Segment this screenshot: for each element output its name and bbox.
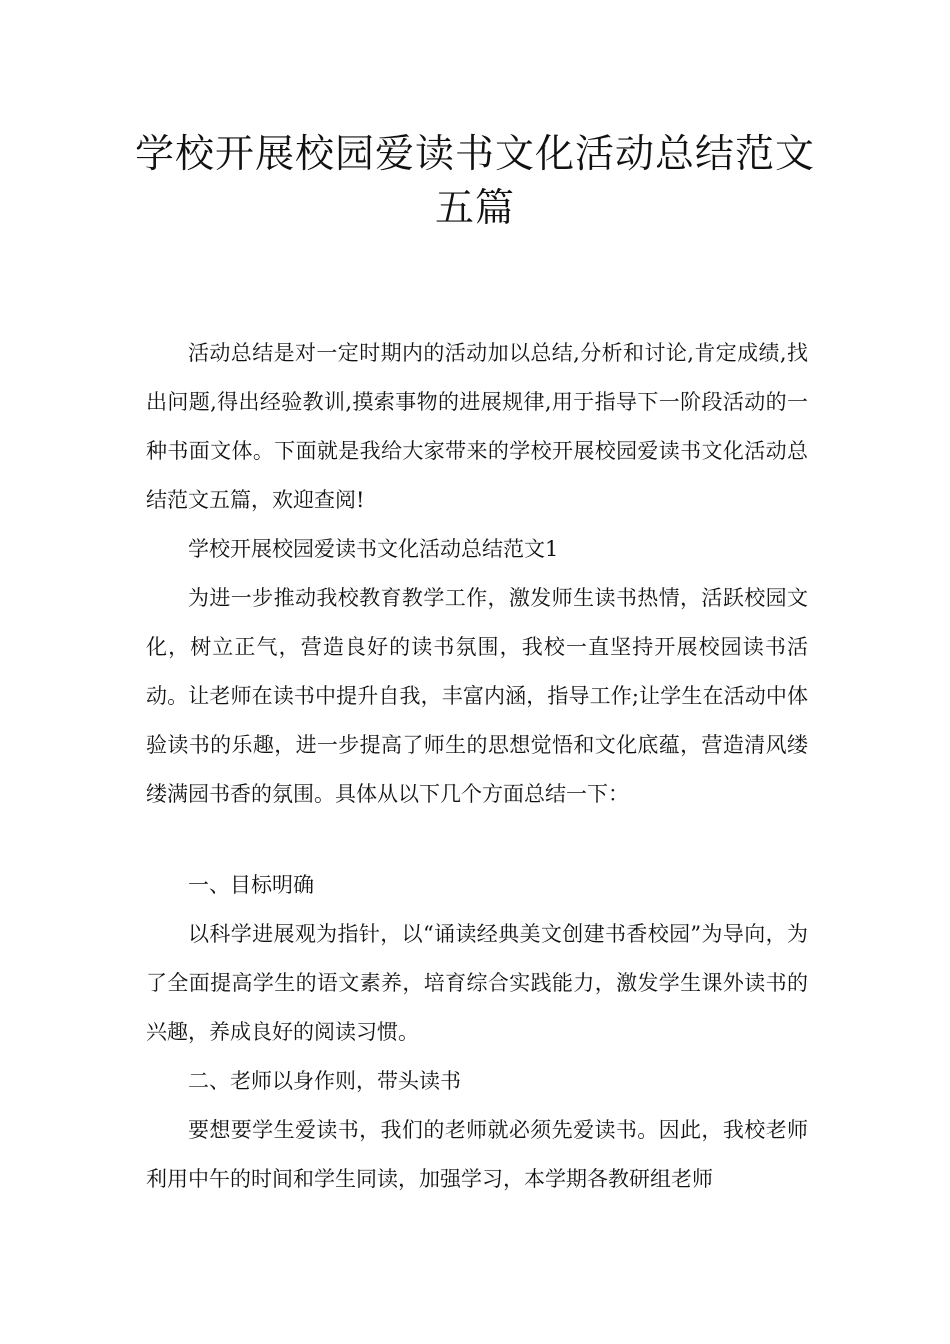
document-body — [146, 329, 808, 1204]
section-heading-1: 学校开展校园爱读书文化活动总结范文1 — [188, 537, 559, 561]
paragraph-gap — [146, 819, 808, 861]
document-title: 学校开展校园爱读书文化活动总结范文五篇 — [134, 132, 815, 231]
body-paragraph-3: 要想要学生爱读书，我们的老师就必须先爱读书。因此，我校老师利用中午的时间和学生同读，加强学习，本学期各教研组老师 — [146, 1118, 808, 1191]
subheading-goals: 一、目标明确 — [188, 873, 314, 897]
intro-paragraph: 活动总结是对一定时期内的活动加以总结,分析和讨论,肯定成绩,找出问题,得出经验教训,摸索事物的进展规律,用于指导下一阶段活动的一种书面文体。下面就是我给大家带来的学校开展校园爱读书文化活动总结范文五篇，欢迎查阅! — [146, 341, 808, 512]
body-paragraph-2: 以科学进展观为指针，以“诵读经典美文创建书香校园”为导向，为了全面提高学生的语文素养，培育综合实践能力，激发学生课外读书的兴趣，养成良好的阅读习惯。 — [146, 922, 808, 1044]
body-paragraph-1: 为进一步推动我校教育教学工作，激发师生读书热情，活跃校园文化，树立正气，营造良好的读书氛围，我校一直坚持开展校园读书活动。让老师在读书中提升自我，丰富内涵，指导工作;让学生在活动中体验读书的乐趣，进一步提高了师生的思想觉悟和文化底蕴，营造清风缕缕满园书香的氛围。具体从以下几个方面总结一下： — [146, 586, 808, 806]
subheading-teachers: 二、老师以身作则，带头读书 — [188, 1069, 461, 1093]
